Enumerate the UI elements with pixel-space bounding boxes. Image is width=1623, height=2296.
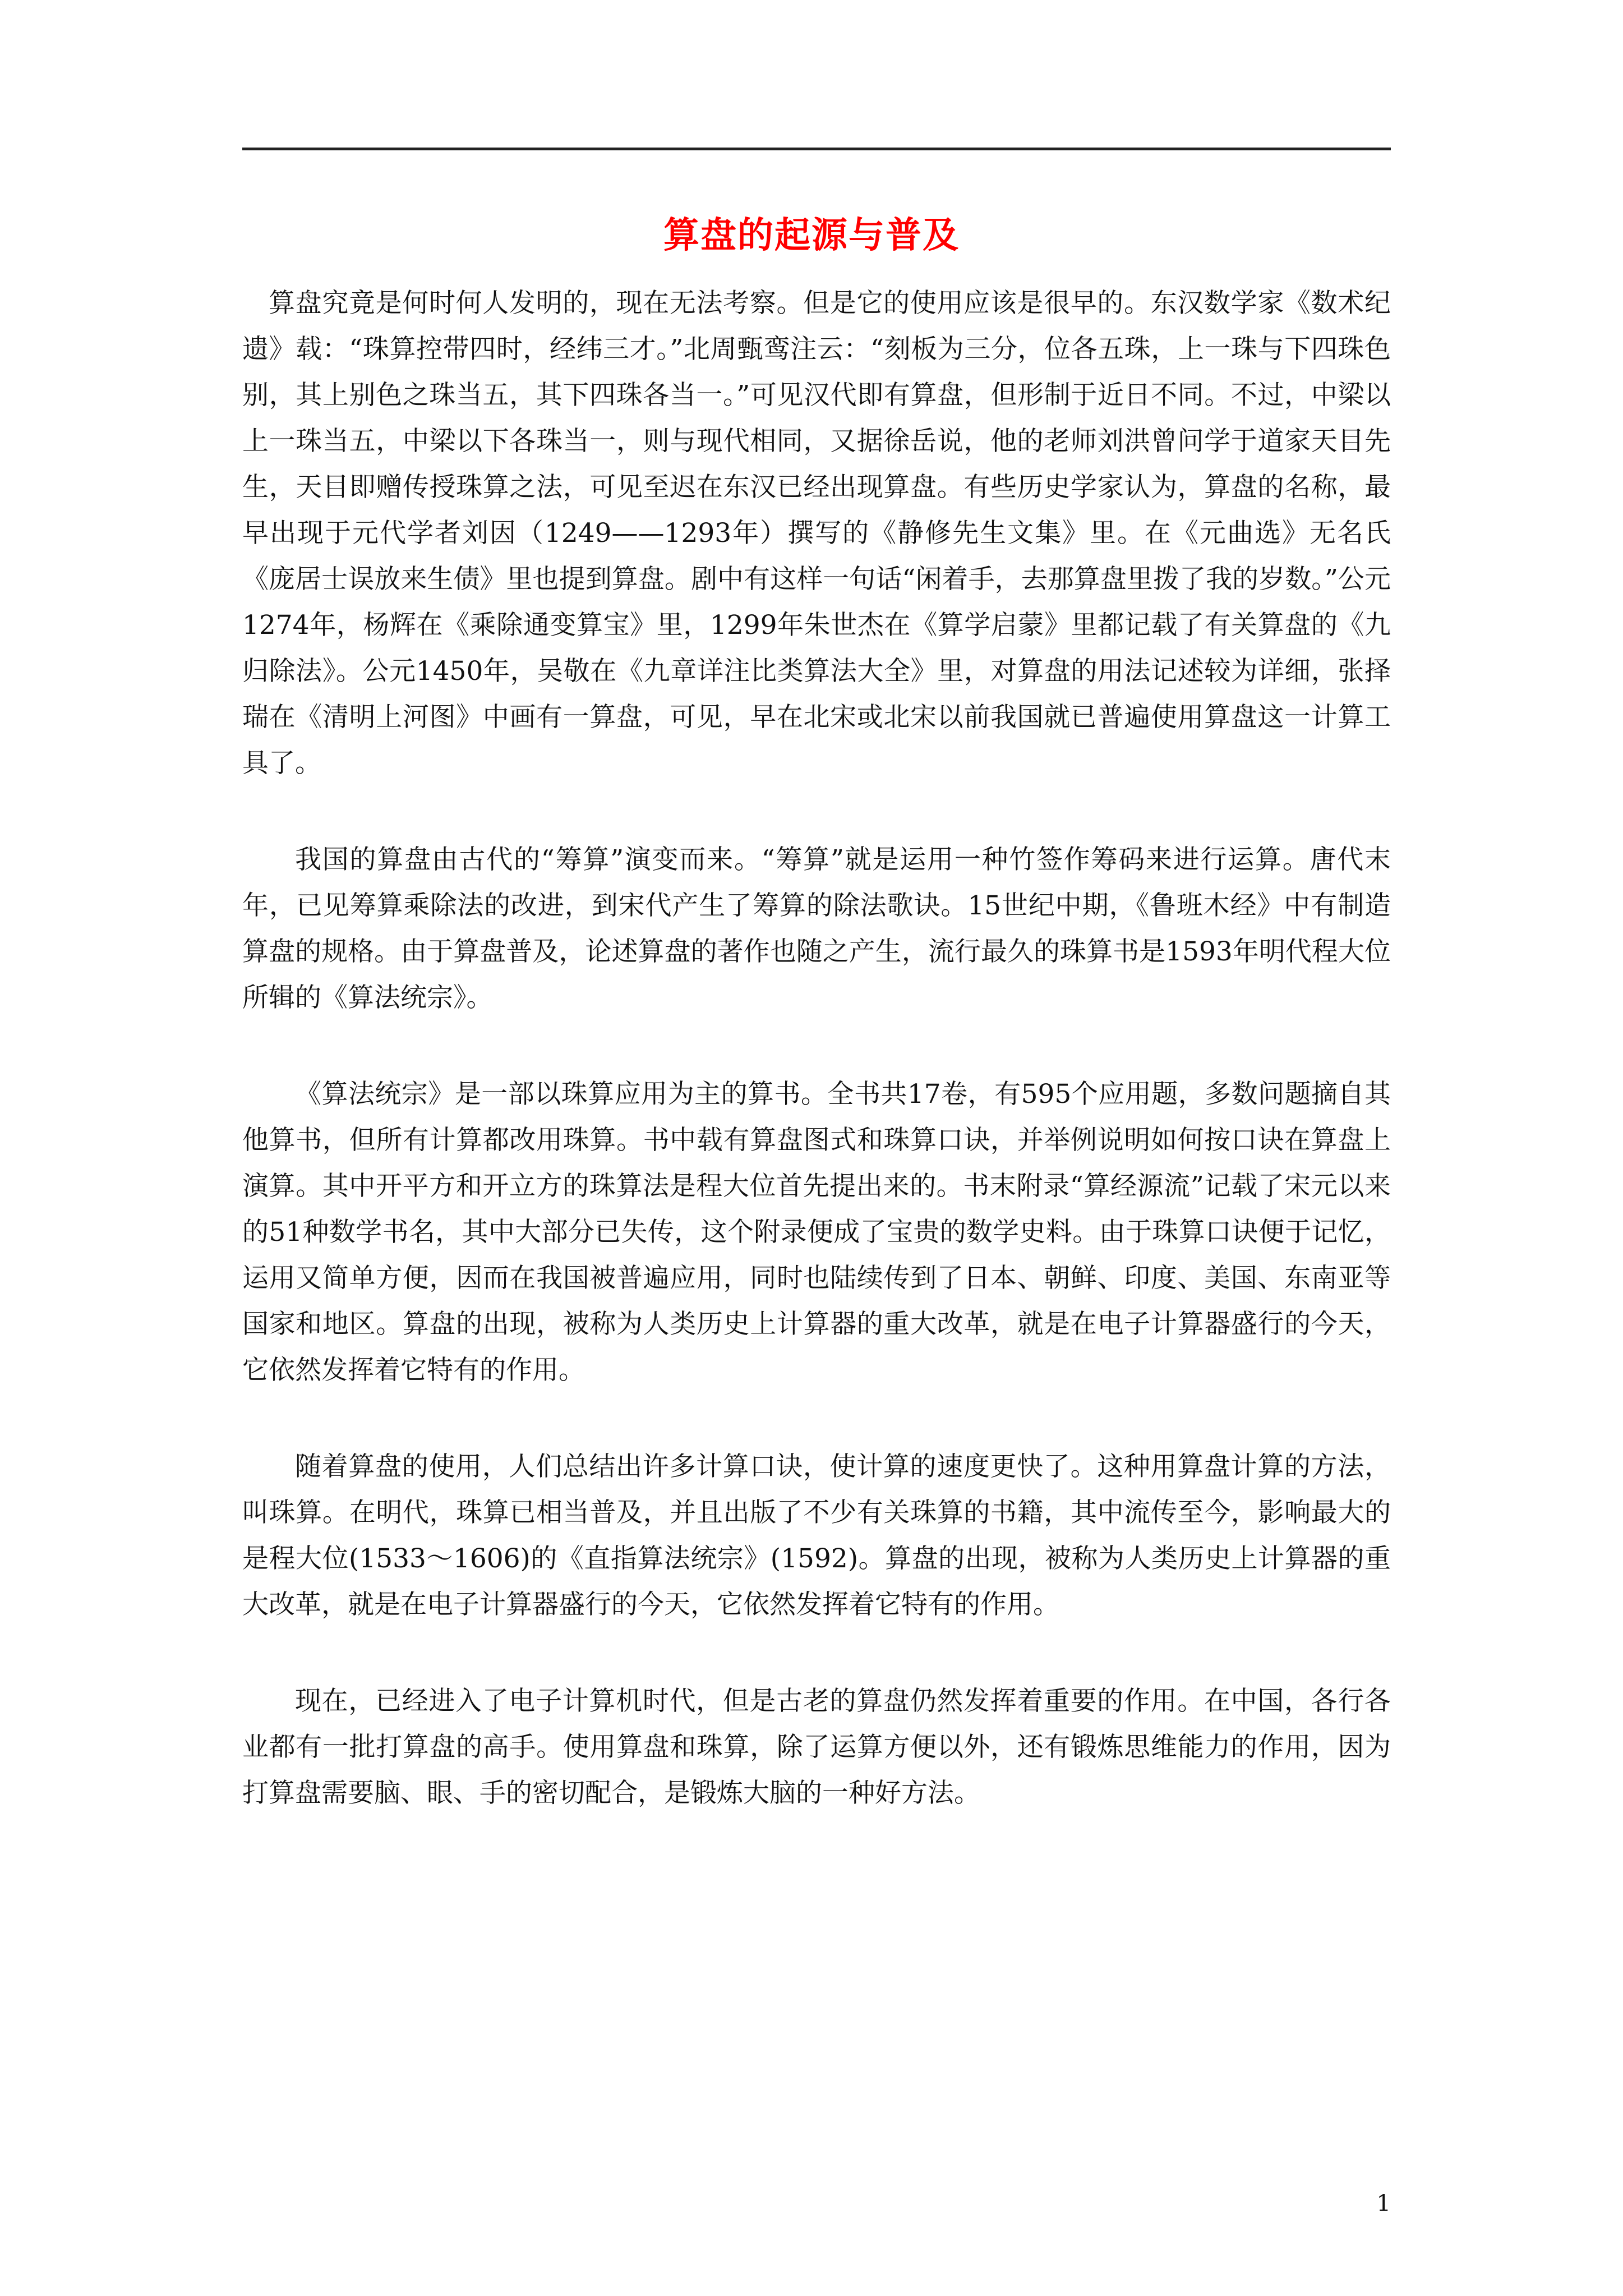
article-body: [242, 280, 1391, 1867]
paragraph-zhusuan: 随着算盘的使用，人们总结出许多计算口诀，使计算的速度更快了。这种用算盘计算的方法，叫珠算。在明代，珠算已相当普及，并且出版了不少有关珠算的书籍，其中流传至今，影响最大的是程大位(1533～1606)的《直指算法统宗》(1592)。算盘的出现，被称为人类历史上计算器的重大改革，就是在电子计算器盛行的今天，它依然发挥着它特有的作用。: [242, 1451, 1391, 1620]
page-number: 1: [1376, 2191, 1391, 2216]
page-title: 算盘的起源与普及: [663, 214, 960, 256]
paragraph-suanfa-tongzong: 《算法统宗》是一部以珠算应用为主的算书。全书共17卷，有595个应用题，多数问题摘自其他算书，但所有计算都改用珠算。书中载有算盘图式和珠算口诀，并举例说明如何按口诀在算盘上演算。其中开平方和开立方的珠算法是程大位首先提出来的。书末附录“算经源流”记载了宋元以来的51种数学书名，其中大部分已失传，这个附录便成了宝贵的数学史料。由于珠算口诀便于记忆，运用又简单方便，因而在我国被普遍应用，同时也陆续传到了日本、朝鲜、印度、美国、东南亚等国家和地区。算盘的出现，被称为人类历史上计算器的重大改革，就是在电子计算器盛行的今天，它依然发挥着它特有的作用。: [242, 1079, 1391, 1386]
paragraph-modern: 现在，已经进入了电子计算机时代，但是古老的算盘仍然发挥着重要的作用。在中国，各行各业都有一批打算盘的高手。使用算盘和珠算，除了运算方便以外，还有锻炼思维能力的作用，因为打算盘需要脑、眼、手的密切配合，是锻炼大脑的一种好方法。: [242, 1686, 1391, 1809]
header-rule: [242, 148, 1391, 150]
paragraph-chousuan: 我国的算盘由古代的“筹算”演变而来。“筹算”就是运用一种竹签作筹码来进行运算。唐代末年，已见筹算乘除法的改进，到宋代产生了筹算的除法歌诀。15世纪中期，《鲁班木经》中有制造算盘的规格。由于算盘普及，论述算盘的著作也随之产生，流行最久的珠算书是1593年明代程大位所辑的《算法统宗》。: [242, 844, 1391, 1013]
paragraph-origin: 算盘究竟是何时何人发明的，现在无法考察。但是它的使用应该是很早的。东汉数学家《数术纪遗》载：“珠算控带四时，经纬三才。”北周甄鸾注云：“刻板为三分，位各五珠，上一珠与下四珠色别，其上别色之珠当五，其下四珠各当一。”可见汉代即有算盘，但形制于近日不同。不过，中梁以上一珠当五，中梁以下各珠当一，则与现代相同，又据徐岳说，他的老师刘洪曾问学于道家天目先生，天目即赠传授珠算之法，可见至迟在东汉已经出现算盘。有些历史学家认为，算盘的名称，最早出现于元代学者刘因（1249——1293年）撰写的《静修先生文集》里。在《元曲选》无名氏《庞居士误放来生债》里也提到算盘。剧中有这样一句话“闲着手，去那算盘里拨了我的岁数。”公元1274年，杨辉在《乘除通变算宝》里，1299年朱世杰在《算学启蒙》里都记载了有关算盘的《九归除法》。公元1450年，吴敬在《九章详注比类算法大全》里，对算盘的用法记述较为详细，张择瑞在《清明上河图》中画有一算盘，可见，早在北宋或北宋以前我国就已普遍使用算盘这一计算工具了。: [242, 288, 1391, 779]
